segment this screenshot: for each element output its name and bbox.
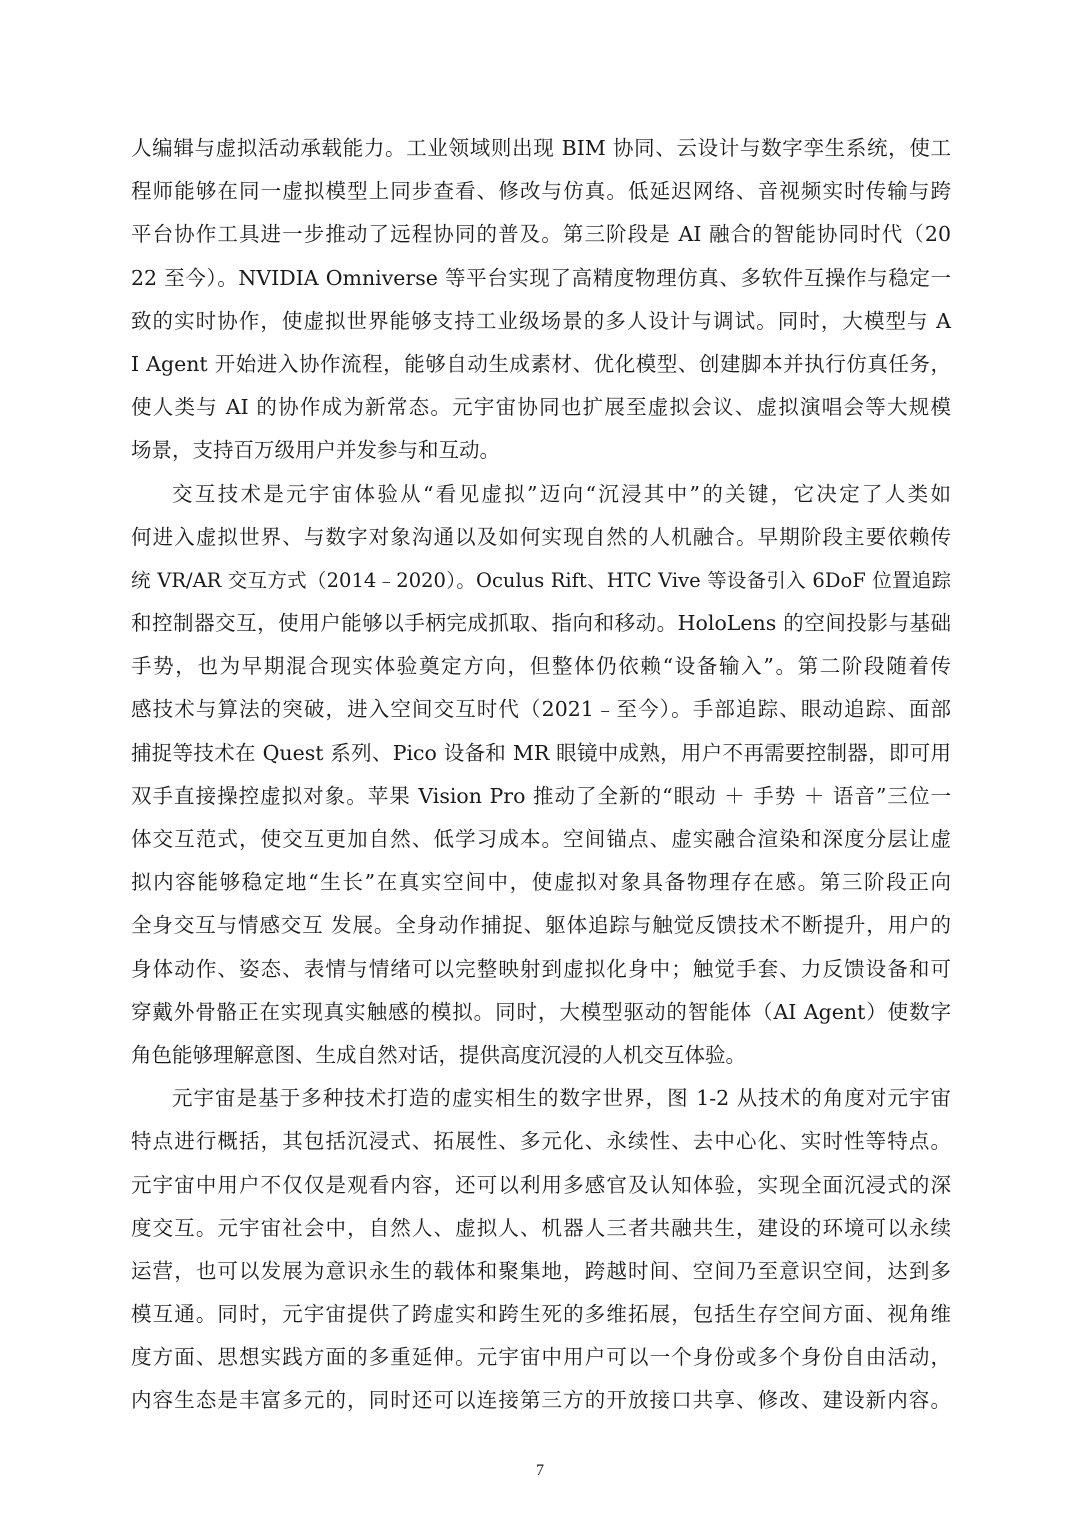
text-line: 人编辑与虚拟活动承载能力。工业领域则出现 BIM 协同、云设计与数字孪生系统，使工 (131, 136, 951, 160)
text-line: 使人类与 AI 的协作成为新常态。元宇宙协同也扩展至虚拟会议、虚拟演唱会等大规模 (131, 395, 951, 420)
paragraph-1 (131, 127, 951, 473)
text-line: 双手直接操控虚拟对象。苹果 Vision Pro 推动了全新的“眼动 ＋ 手势 ＋ 语音”三位一 (131, 783, 951, 808)
text-line: 体交互范式，使交互更加自然、低学习成本。空间锚点、虚实融合渲染和深度分层让虚 (131, 827, 951, 851)
text-line: 程师能够在同一虚拟模型上同步查看、修改与仿真。低延迟网络、音视频实时传输与跨 (131, 179, 951, 204)
page-number: 7 (536, 1462, 544, 1479)
text-line: 感技术与算法的突破，进入空间交互时代（2021﹣至今）。手部追踪、眼动追踪、面部 (131, 697, 951, 722)
text-line: 穿戴外骨骼正在实现真实触感的模拟。同时，大模型驱动的智能体（AI Agent）使数字 (131, 999, 951, 1024)
text-line: 22 至今）。NVIDIA Omniverse 等平台实现了高精度物理仿真、多软件互操作与稳定一 (131, 265, 951, 290)
text-line: 交互技术是元宇宙体验从“看见虚拟”迈向“沉浸其中”的关键，它决定了人类如 (172, 481, 951, 506)
text-line: 手势，也为早期混合现实体验奠定方向，但整体仍依赖“设备输入”。第二阶段随着传 (131, 654, 951, 679)
text-line: 平台协作工具进一步推动了远程协同的普及。第三阶段是 AI 融合的智能协同时代（20 (131, 222, 951, 247)
text-line: 特点进行概括，其包括沉浸式、拓展性、多元化、永续性、去中心化、实时性等特点。 (131, 1129, 951, 1154)
text-line: 致的实时协作，使虚拟世界能够支持工业级场景的多人设计与调试。同时，大模型与 A (131, 308, 951, 333)
body-text (131, 127, 951, 1423)
text-line: 度方面、思想实践方面的多重延伸。元宇宙中用户可以一个身份或多个身份自由活动， (131, 1345, 951, 1370)
text-line: I Agent 开始进入协作流程，能够自动生成素材、优化模型、创建脚本并执行仿真任务， (131, 351, 951, 376)
text-line: 模互通。同时，元宇宙提供了跨虚实和跨生死的多维拓展，包括生存空间方面、视角维 (131, 1302, 951, 1327)
paragraph-2 (131, 473, 951, 1078)
text-line: 角色能够理解意图、生成自然对话，提供高度沉浸的人机交互体验。 (131, 1042, 746, 1067)
text-line: 场景，支持百万级用户并发参与和互动。 (131, 438, 500, 463)
text-line: 何进入虚拟世界、与数字对象沟通以及如何实现自然的人机融合。早期阶段主要依赖传 (131, 524, 951, 549)
paragraph-3 (131, 1077, 951, 1423)
text-line: 元宇宙是基于多种技术打造的虚实相生的数字世界，图 1-2 从技术的角度对元宇宙 (172, 1086, 951, 1111)
text-line: 元宇宙中用户不仅仅是观看内容，还可以利用多感官及认知体验，实现全面沉浸式的深 (131, 1172, 951, 1197)
text-line: 运营，也可以发展为意识永生的载体和聚集地，跨越时间、空间乃至意识空间，达到多 (131, 1258, 951, 1283)
text-line: 度交互。元宇宙社会中，自然人、虚拟人、机器人三者共融共生，建设的环境可以永续 (131, 1215, 951, 1240)
text-line: 捕捉等技术在 Quest 系列、Pico 设备和 MR 眼镜中成熟，用户不再需要控制器，即可用 (131, 740, 951, 765)
text-line: 统 VR/AR 交互方式（2014﹣2020）。Oculus Rift、HTC Vive 等设备引入 6DoF 位置追踪 (131, 568, 951, 592)
text-line: 身体动作、姿态、表情与情绪可以完整映射到虚拟化身中；触觉手套、力反馈设备和可 (131, 956, 951, 981)
text-line: 拟内容能够稳定地“生长”在真实空间中，使虚拟对象具备物理存在感。第三阶段正向 (131, 870, 951, 895)
text-line: 内容生态是丰富多元的，同时还可以连接第三方的开放接口共享、修改、建设新内容。 (131, 1388, 951, 1413)
text-line: 和控制器交互，使用户能够以手柄完成抓取、指向和移动。HoloLens 的空间投影与基础 (131, 611, 951, 636)
text-line: 全身交互与情感交互 发展。全身动作捕捉、躯体追踪与触觉反馈技术不断提升，用户的 (131, 913, 951, 938)
